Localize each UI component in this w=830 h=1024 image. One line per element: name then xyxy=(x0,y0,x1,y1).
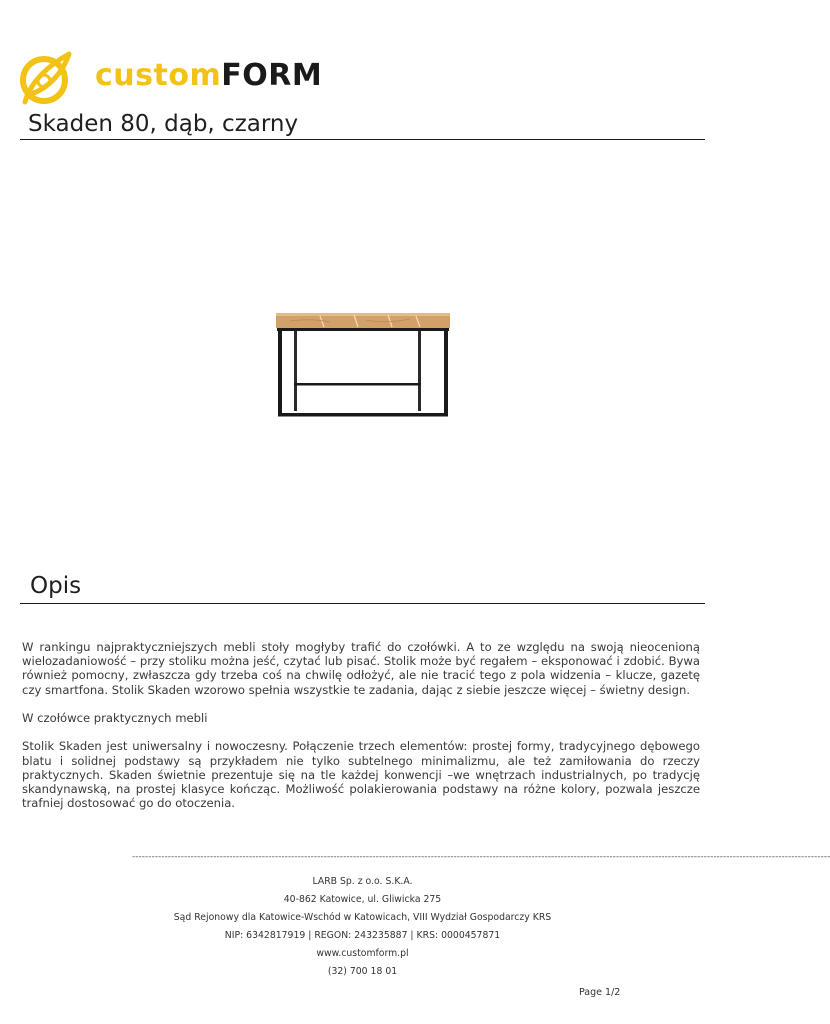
logo-wordmark xyxy=(95,58,322,93)
leaf-circle-icon xyxy=(19,50,71,108)
description-paragraph: W rankingu najpraktyczniejszych mebli stoły mogłyby trafić do czołówki. A to ze względu na swoją nieocenioną wielozadaniowość – przy stoliku można jeść, czytać lub pisać. Stolik może być regałem – eksponować i zdobić. Bywa również pomocny, zwłaszcza gdy trzeba coś na chwilę odłożyć, ale nie tracić tego z pola widzenia – klucze, gazetę czy smartfona. Stolik Skaden wzorowo spełnia wszystkie te zadania, dając z siebie jeszcze więcej – świetny design. xyxy=(22,640,700,697)
footer-company: LARB Sp. z o.o. S.K.A. xyxy=(312,876,413,887)
footer-website: www.customform.pl xyxy=(316,948,409,959)
page-number: Page 1/2 xyxy=(579,987,621,998)
description-heading: Opis xyxy=(30,573,82,599)
footer-ids: NIP: 6342817919 | REGON: 243235887 | KRS: 0000457871 xyxy=(224,930,501,941)
footer-address: 40-862 Katowice, ul. Gliwicka 275 xyxy=(283,894,442,905)
description-subheading: W czołówce praktycznych mebli xyxy=(22,711,208,725)
description-divider xyxy=(20,603,705,604)
logo-wordmark-custom: custom xyxy=(95,58,222,93)
description-body xyxy=(22,640,700,825)
logo-wordmark-form: FORM xyxy=(221,58,323,93)
brand-logo xyxy=(19,50,323,110)
footer-separator: ----------------------------------------------------------------------------------------------------------------------------------------------------------------------------------------------------------------------- xyxy=(132,852,830,862)
footer-court: Sąd Rejonowy dla Katowice-Wschód w Katowicach, VIII Wydział Gospodarczy KRS xyxy=(173,912,552,923)
product-title: Skaden 80, dąb, czarny xyxy=(28,111,299,137)
footer xyxy=(0,873,725,981)
description-paragraph: Stolik Skaden jest uniwersalny i nowoczesny. Połączenie trzech elementów: prostej formy, tradycyjnego dębowego blatu i solidnej podstawy są przykładem nie tylko subtelnego minimalizmu, ale też zamiłowania do rzeczy praktycznych. Skaden świetnie prezentuje się na tle każdej konwencji –we wnętrzach industrialnych, po tradycję skandynawską, na prostej klasyce kończąc. Możliwość polakierowania podstawy na różne kolory, pozwala jeszcze trafniej dostosować go do otoczenia. xyxy=(22,739,700,811)
title-divider xyxy=(20,139,705,140)
footer-phone: (32) 700 18 01 xyxy=(327,966,398,977)
coffee-table-image xyxy=(270,305,455,425)
